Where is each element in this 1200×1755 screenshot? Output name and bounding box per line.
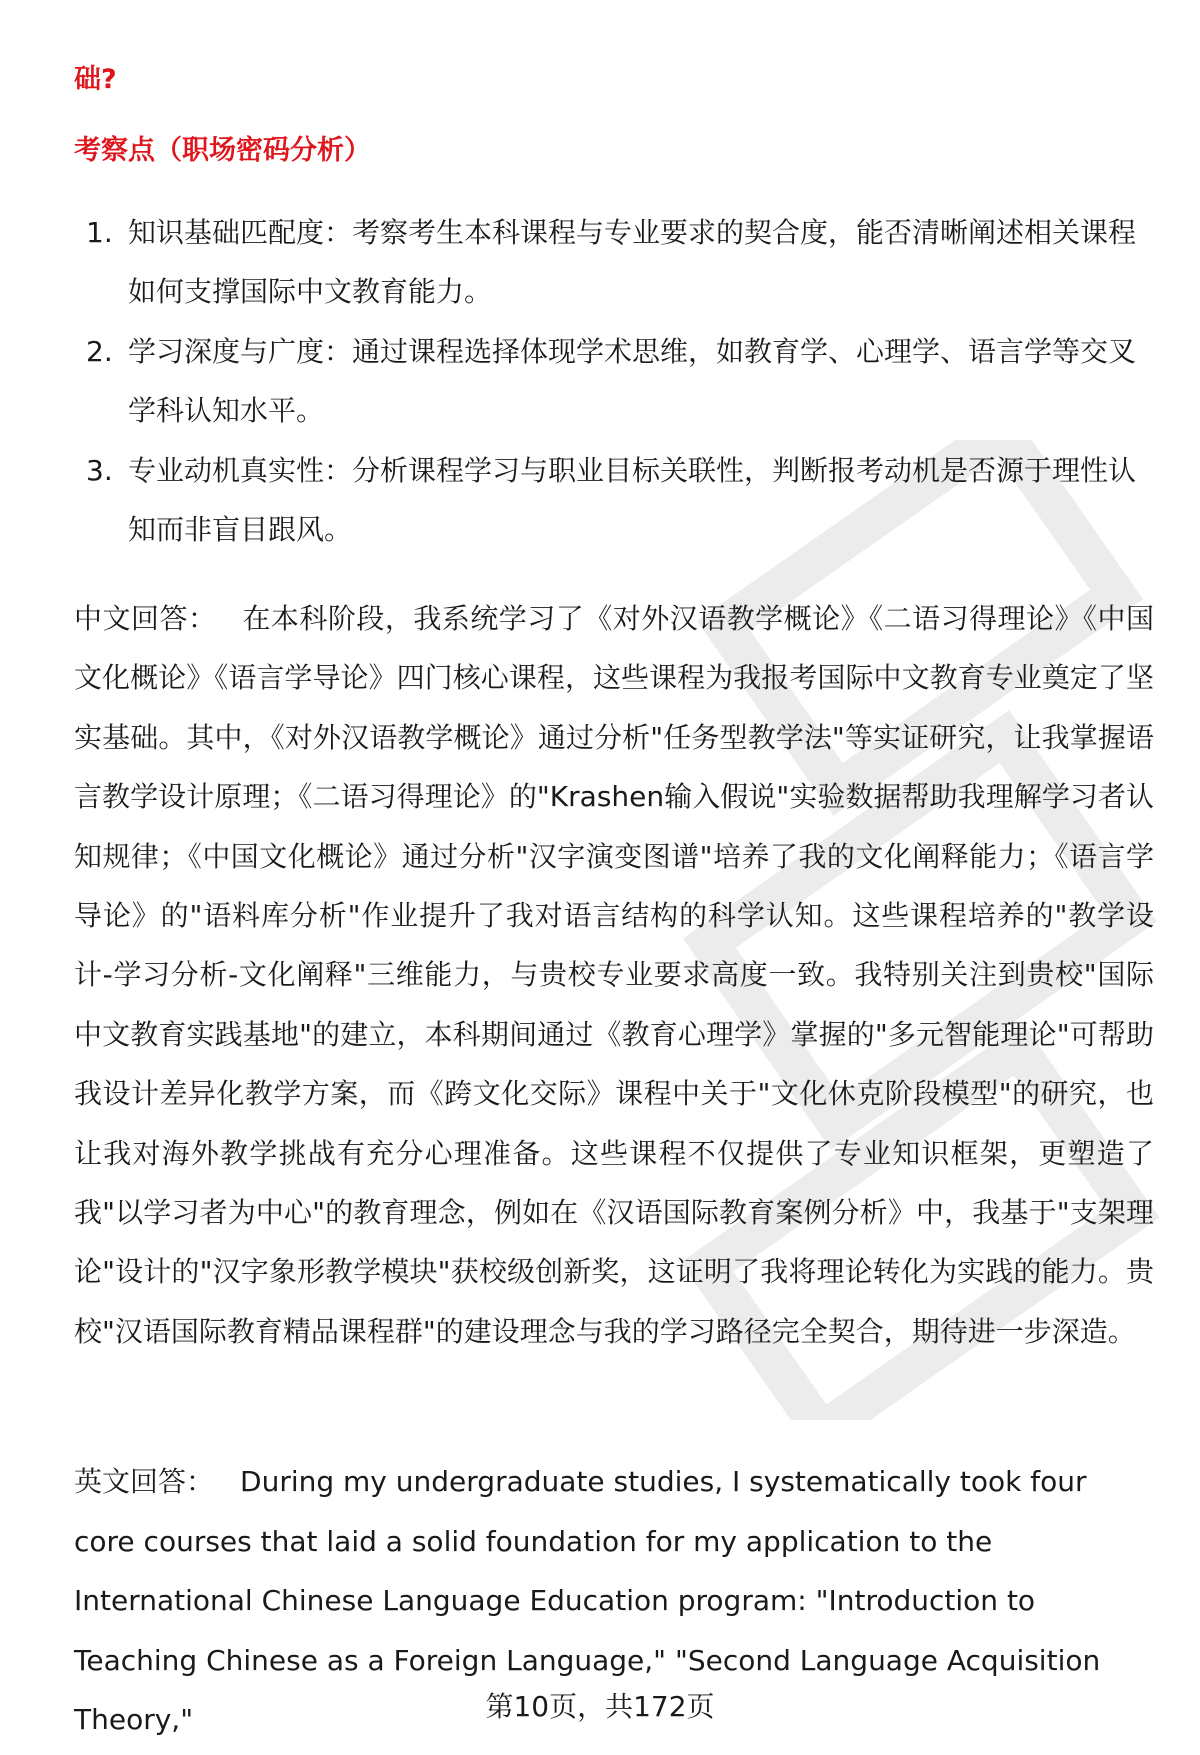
exam-point-item bbox=[74, 203, 1154, 321]
exam-point-number: 2. bbox=[86, 335, 113, 368]
exam-point-number: 1. bbox=[86, 216, 113, 249]
english-answer-label: 英文回答： bbox=[74, 1465, 215, 1498]
exam-point-item bbox=[74, 441, 1154, 559]
exam-points-title: 考察点（职场密码分析） bbox=[74, 135, 371, 166]
exam-points-list bbox=[74, 203, 1154, 560]
exam-point-number: 3. bbox=[86, 454, 113, 487]
exam-point-text: 专业动机真实性：分析课程学习与职业目标关联性，判断报考动机是否源于理性认知而非盲目跟风。 bbox=[128, 454, 1137, 546]
chinese-answer-label: 中文回答： bbox=[74, 602, 217, 635]
exam-point-item bbox=[74, 322, 1154, 440]
chinese-answer bbox=[74, 589, 1154, 1361]
page-indicator: 第10页，共172页 bbox=[485, 1690, 715, 1723]
heading-fragment: 础? bbox=[74, 64, 117, 95]
english-answer-text: During my undergraduate studies, I systematically took four core courses that laid a solid foundation for my application to the International Chinese Language Education program: "Introduction to Teaching Chinese as a Foreign Language," "Second Language Acquisition Theory," bbox=[74, 1465, 1101, 1736]
chinese-answer-text: 在本科阶段，我系统学习了《对外汉语教学概论》《二语习得理论》《中国文化概论》《语言学导论》四门核心课程，这些课程为我报考国际中文教育专业奠定了坚实基础。其中，《对外汉语教学概论》通过分析"任务型教学法"等实证研究，让我掌握语言教学设计原理；《二语习得理论》的"Krashen输入假说"实验数据帮助我理解学习者认知规律；《中国文化概论》通过分析"汉字演变图谱"培养了我的文化阐释能力；《语言学导论》的"语料库分析"作业提升了我对语言结构的科学认知。这些课程培养的"教学设计-学习分析-文化阐释"三维能力，与贵校专业要求高度一致。我特别关注到贵校"国际中文教育实践基地"的建立，本科期间通过《教育心理学》掌握的"多元智能理论"可帮助我设计差异化教学方案，而《跨文化交际》课程中关于"文化休克阶段模型"的研究，也让我对海外教学挑战有充分心理准备。这些课程不仅提供了专业知识框架，更塑造了我"以学习者为中心"的教育理念，例如在《汉语国际教育案例分析》中，我基于"支架理论"设计的"汉字象形教学模块"获校级创新奖，这证明了我将理论转化为实践的能力。贵校"汉语国际教育精品课程群"的建设理念与我的学习路径完全契合，期待进一步深造。 bbox=[74, 602, 1154, 1348]
exam-point-text: 知识基础匹配度：考察考生本科课程与专业要求的契合度，能否清晰阐述相关课程如何支撑国际中文教育能力。 bbox=[128, 216, 1137, 308]
exam-point-text: 学习深度与广度：通过课程选择体现学术思维，如教育学、心理学、语言学等交叉学科认知水平。 bbox=[128, 335, 1137, 427]
